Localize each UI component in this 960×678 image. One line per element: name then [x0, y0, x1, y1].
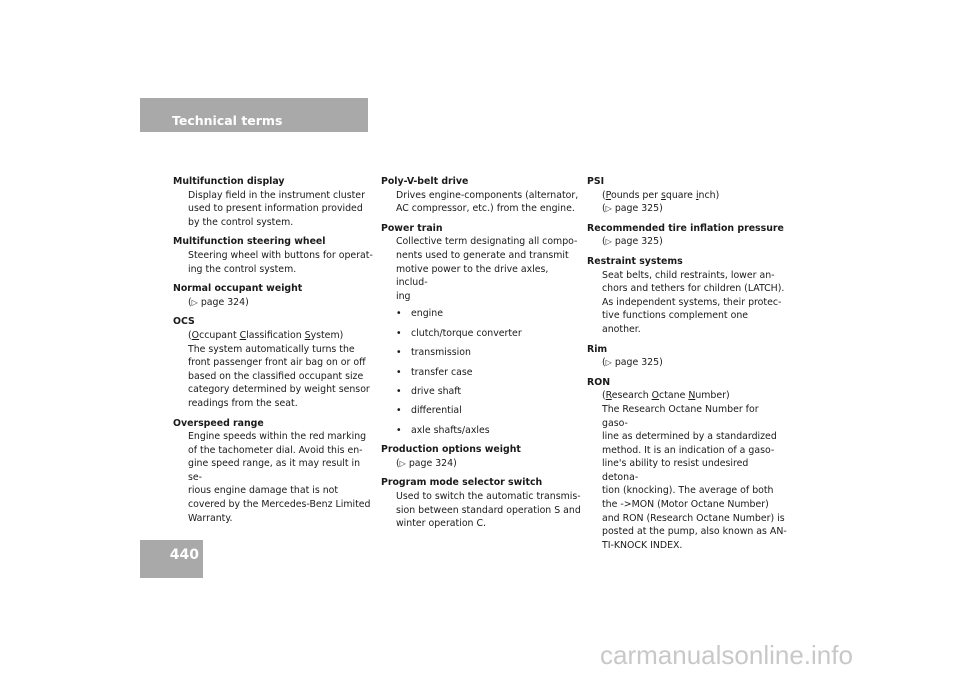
term-description: Drives engine-components (alternator, AC compressor, etc.) from the engine. [396, 189, 579, 215]
term-title: Recommended tire inflation pressure [587, 222, 784, 234]
term-description: Display field in the instrument cluster used to present information provided by the control system. [188, 189, 365, 228]
term-title: Program mode selector switch [381, 477, 543, 489]
page-reference[interactable]: (▷ page 325) [602, 236, 663, 248]
term-title: Multifunction display [173, 176, 285, 187]
term-title: Production options weight [381, 444, 521, 456]
power-train-list [381, 307, 581, 437]
term-title: OCS [173, 316, 195, 328]
glossary-column-3 [587, 175, 787, 558]
triangle-right-icon: ▷ [399, 458, 406, 468]
section-header-tab [140, 98, 368, 132]
triangle-right-icon: ▷ [191, 297, 198, 307]
term-title: Multifunction steering wheel [173, 236, 326, 248]
page-number-tab [140, 540, 203, 578]
list-item: • differential [396, 405, 462, 417]
term-title: PSI [587, 176, 605, 187]
bullet-icon: • [396, 424, 402, 436]
term-title: Rim [587, 343, 608, 355]
page-reference-text: page 324 [408, 457, 454, 469]
term-title: Normal occupant weight [173, 283, 303, 295]
abbreviation-expansion: (Research Octane Number) [602, 390, 730, 402]
glossary-column-2 [381, 175, 581, 537]
page-reference[interactable]: (▷ page 324) [188, 296, 249, 308]
page-reference-text: page 325 [614, 236, 660, 248]
triangle-right-icon: ▷ [605, 237, 612, 247]
list-item: • drive shaft [396, 385, 462, 397]
bullet-icon: • [396, 405, 402, 417]
page-number: 440 [169, 547, 199, 563]
term-description: The Research Octane Number for gaso- line as determined by a standardized method. It is an indication of a gaso- line's ability to resist undesired detona- tion (knocking). The average of both the ->MON (Motor Octane Number) and RON (Research Octane Number) is posted at the pump, also known as AN- TI-KNOCK INDEX. [602, 403, 787, 551]
list-item: • transmission [396, 347, 471, 359]
list-item: • transfer case [396, 366, 473, 378]
list-item: • axle shafts/axles [396, 424, 490, 436]
list-item: • clutch/torque converter [396, 327, 522, 339]
page-reference-text: page 325 [614, 203, 660, 215]
page-reference[interactable]: (▷ page 325) [602, 357, 663, 369]
watermark: carmanualsonline.info [600, 640, 853, 670]
bullet-icon: • [396, 327, 402, 339]
term-title: Overspeed range [173, 417, 264, 429]
page-reference-text: page 324 [200, 296, 246, 308]
abbreviation-expansion: (Occupant Classification System) [188, 329, 344, 341]
term-title: Restraint systems [587, 255, 683, 267]
term-description: The system automatically turns the front passenger front air bag on or off based on the classified occupant size category determined by weight sensor readings from the seat. [188, 343, 370, 409]
bullet-icon: • [396, 385, 402, 397]
page-reference[interactable]: (▷ page 324) [396, 457, 457, 469]
section-title: Technical terms [172, 113, 283, 128]
abbreviation-expansion: (Pounds per square inch) [602, 189, 720, 201]
term-description: Steering wheel with buttons for operat- ing the control system. [188, 249, 373, 275]
page-reference[interactable]: (▷ page 325) [602, 203, 663, 215]
page-reference-text: page 325 [614, 357, 660, 369]
term-description: Seat belts, child restraints, lower an- chors and tethers for children (LATCH). As independent systems, their protec- tive functions complement one another. [602, 269, 785, 335]
term-title: RON [587, 376, 611, 388]
bullet-icon: • [396, 308, 402, 320]
glossary-column-1 [173, 175, 373, 531]
term-title: Power train [381, 222, 443, 234]
triangle-right-icon: ▷ [605, 358, 612, 368]
triangle-right-icon: ▷ [605, 204, 612, 214]
term-description: Collective term designating all compo- nents used to generate and transmit motive power to the drive axles, includ- ing [396, 236, 578, 302]
term-description: Used to switch the automatic transmis- sion between standard operation S and winter operation C. [396, 491, 581, 530]
list-item: • engine [396, 308, 443, 320]
bullet-icon: • [396, 347, 402, 359]
term-description: Engine speeds within the red marking of the tachometer dial. Avoid this en- gine speed range, as it may result in se- rious engine damage that is not covered by the Mercedes-Benz Limited Warranty. [188, 431, 371, 524]
bullet-icon: • [396, 366, 402, 378]
term-title: Poly-V-belt drive [381, 176, 469, 187]
